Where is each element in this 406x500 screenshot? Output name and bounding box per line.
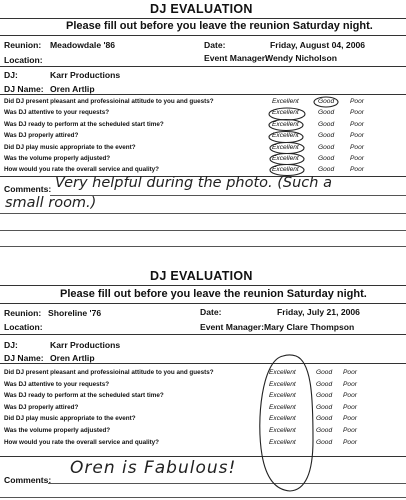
- rating-option-excellent[interactable]: Excellent: [272, 155, 299, 162]
- dj-value: Karr Productions: [50, 340, 121, 350]
- question-text: How would you rate the overall service and quality?: [4, 438, 160, 446]
- evaluation-form-1: [0, 0, 406, 248]
- event-manager-label: Event Manager:: [200, 322, 264, 332]
- rating-option-excellent[interactable]: Excellent: [269, 403, 296, 411]
- date-value: Friday, August 04, 2006: [270, 40, 366, 50]
- rating-option-poor[interactable]: Poor: [350, 143, 364, 151]
- rating-option-good[interactable]: Good: [316, 427, 333, 434]
- rating-option-poor[interactable]: Poor: [343, 380, 357, 388]
- dj-label: DJ:: [4, 70, 18, 80]
- rating-option-excellent[interactable]: Excellent: [269, 380, 296, 388]
- form-title: DJ EVALUATION: [150, 2, 253, 16]
- rating-option-poor[interactable]: Poor: [350, 98, 364, 105]
- rating-option-good[interactable]: Good: [318, 120, 335, 128]
- location-label: Location:: [4, 55, 43, 65]
- question-text: Did DJ present pleasant and professioinal attitude to you and guests?: [4, 98, 214, 105]
- question-text: Was DJ ready to perform at the scheduled start time?: [4, 120, 164, 128]
- reunion-label: Reunion:: [4, 40, 42, 50]
- rating-option-good[interactable]: Good: [318, 132, 335, 140]
- rating-option-excellent[interactable]: Excellent: [272, 120, 299, 128]
- question-text: Was DJ ready to perform at the scheduled start time?: [4, 392, 164, 400]
- comment-handwriting-line-2: small room.): [5, 195, 97, 211]
- question-text: Did DJ play music appropriate to the event?: [4, 143, 136, 151]
- question-text: How would you rate the overall service and quality?: [4, 166, 160, 174]
- rating-option-excellent[interactable]: Excellent: [272, 143, 299, 151]
- rating-option-excellent[interactable]: Excellent: [272, 166, 299, 174]
- form-subtitle: Please fill out before you leave the reunion Saturday night.: [60, 288, 367, 300]
- question-text: Was DJ properly attired?: [4, 403, 79, 411]
- rating-option-excellent[interactable]: Excellent: [272, 109, 299, 117]
- comment-handwriting-line-1: Very helpful during the photo. (Such a: [55, 175, 332, 191]
- comments-label: Comments:: [4, 184, 52, 194]
- comments-label: Comments:: [4, 475, 52, 485]
- event-manager-label: Event Manager:: [204, 53, 268, 63]
- dj-label: DJ:: [4, 340, 18, 350]
- location-label: Location:: [4, 322, 43, 332]
- rating-option-excellent[interactable]: Excellent: [269, 427, 296, 434]
- date-label: Date:: [200, 307, 222, 317]
- rating-option-good[interactable]: Good: [316, 369, 333, 376]
- rating-option-excellent[interactable]: Excellent: [272, 98, 299, 105]
- rating-option-good[interactable]: Good: [316, 438, 333, 446]
- dj-name-value: Oren Artlip: [50, 84, 95, 94]
- question-text: Did DJ present pleasant and professioinal attitude to you and guests?: [4, 369, 214, 376]
- rating-option-good[interactable]: Good: [316, 392, 333, 400]
- rating-option-good[interactable]: Good: [316, 415, 333, 423]
- rating-option-poor[interactable]: Poor: [343, 403, 357, 411]
- rating-option-good[interactable]: Good: [318, 143, 335, 151]
- rating-option-poor[interactable]: Poor: [343, 392, 357, 400]
- reunion-label: Reunion:: [4, 308, 42, 318]
- dj-name-label: DJ Name:: [4, 84, 44, 94]
- rating-option-good[interactable]: Good: [318, 109, 335, 117]
- rating-option-good[interactable]: Good: [318, 98, 335, 105]
- rating-option-poor[interactable]: Poor: [350, 132, 364, 140]
- question-text: Was DJ attentive to your requests?: [4, 109, 110, 117]
- question-text: Did DJ play music appropriate to the event?: [4, 415, 136, 423]
- dj-name-value: Oren Artlip: [50, 353, 95, 363]
- question-text: Was the volume properly adjusted?: [4, 427, 111, 434]
- rating-option-poor[interactable]: Poor: [350, 120, 364, 128]
- rating-option-poor[interactable]: Poor: [350, 109, 364, 117]
- rating-option-excellent[interactable]: Excellent: [272, 132, 299, 140]
- rating-option-excellent[interactable]: Excellent: [269, 438, 296, 446]
- rating-option-poor[interactable]: Poor: [343, 427, 357, 434]
- reunion-value: Meadowdale '86: [50, 40, 116, 50]
- date-value: Friday, July 21, 2006: [277, 307, 360, 317]
- dj-value: Karr Productions: [50, 70, 121, 80]
- rating-option-poor[interactable]: Poor: [350, 155, 364, 162]
- event-manager-value: Wendy Nicholson: [265, 53, 337, 63]
- event-manager-value: Mary Clare Thompson: [264, 322, 355, 332]
- rating-option-good[interactable]: Good: [316, 380, 333, 388]
- rating-option-good[interactable]: Good: [316, 403, 333, 411]
- rating-option-good[interactable]: Good: [318, 155, 335, 162]
- rating-option-poor[interactable]: Poor: [343, 438, 357, 446]
- rating-option-poor[interactable]: Poor: [343, 369, 357, 376]
- question-text: Was DJ properly attired?: [4, 132, 79, 140]
- form-title: DJ EVALUATION: [150, 269, 253, 283]
- rating-option-good[interactable]: Good: [318, 166, 335, 174]
- evaluation-form-2: [0, 253, 406, 500]
- reunion-value: Shoreline '76: [48, 308, 102, 318]
- rating-option-poor[interactable]: Poor: [343, 415, 357, 423]
- question-text: Was DJ attentive to your requests?: [4, 380, 110, 388]
- question-text: Was the volume properly adjusted?: [4, 155, 111, 162]
- rating-option-excellent[interactable]: Excellent: [269, 369, 296, 376]
- dj-name-label: DJ Name:: [4, 353, 44, 363]
- rating-option-poor[interactable]: Poor: [350, 166, 364, 174]
- rating-option-excellent[interactable]: Excellent: [269, 415, 296, 423]
- rating-option-excellent[interactable]: Excellent: [269, 392, 296, 400]
- form-subtitle: Please fill out before you leave the reunion Saturday night.: [66, 20, 373, 32]
- comment-handwriting-line-1: Oren is Fabulous!: [70, 458, 237, 478]
- date-label: Date:: [204, 40, 226, 50]
